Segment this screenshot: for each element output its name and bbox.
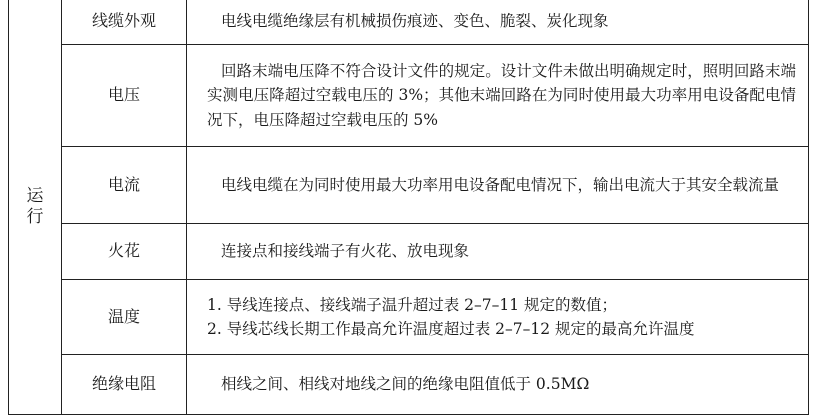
table-row <box>9 224 809 280</box>
inspection-criteria-table <box>8 0 809 415</box>
description-cell <box>187 147 809 224</box>
description-text: 电线电缆在为同时使用最大功率用电设备配电情况下，输出电流大于其安全载流量 <box>221 175 780 194</box>
description-cell <box>187 45 809 147</box>
item-cell: 电压 <box>62 45 187 147</box>
category-label: 运行 <box>26 186 44 227</box>
description-cell <box>187 0 809 45</box>
table-row <box>9 0 809 45</box>
description-list-item: 2. 导线芯线长期工作最高允许温度超过表 2–7–12 规定的最高允许温度 <box>207 320 695 338</box>
description-list-item: 1. 导线连接点、接线端子温升超过表 2–7–11 规定的数值； <box>207 295 618 314</box>
description-cell <box>187 355 809 415</box>
table-row <box>9 355 809 415</box>
item-cell: 温度 <box>62 280 187 355</box>
category-cell <box>9 0 62 415</box>
item-cell: 绝缘电阻 <box>62 355 187 415</box>
item-cell: 火花 <box>62 224 187 280</box>
table-row <box>9 280 809 355</box>
description-cell <box>187 224 809 280</box>
item-cell: 线缆外观 <box>62 0 187 45</box>
description-text: 电线电缆绝缘层有机械损伤痕迹、变色、脆裂、炭化现象 <box>221 12 609 31</box>
description-cell <box>187 280 809 355</box>
table-row <box>9 45 809 147</box>
description-text: 回路末端电压降不符合设计文件的规定。设计文件未做出明确规定时，照明回路末端实测电压降超过空载电压的 3%；其他末端回路在为同时使用最大功率用电设备配电情况下，电压降超过空载电压的 5% <box>207 62 796 129</box>
table-row <box>9 147 809 224</box>
description-text: 连接点和接线端子有火花、放电现象 <box>221 242 470 261</box>
item-cell: 电流 <box>62 147 187 224</box>
description-text: 相线之间、相线对地线之间的绝缘电阻值低于 0.5MΩ <box>221 375 590 394</box>
